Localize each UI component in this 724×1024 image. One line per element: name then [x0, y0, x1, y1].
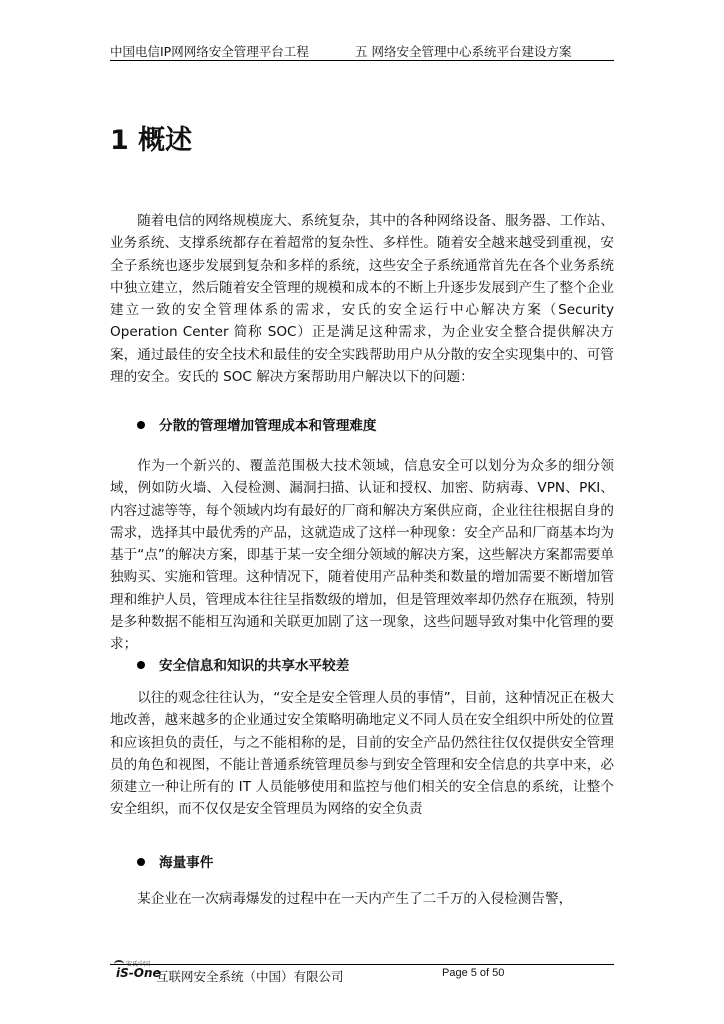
- header-right-title: 五 网络安全管理中心系统平台建设方案: [355, 44, 572, 59]
- page-number: Page 5 of 50: [442, 967, 505, 979]
- logo-top-text: 安氏中国: [126, 961, 151, 968]
- footer-company-name: 互联网安全系统（中国）有限公司: [156, 969, 344, 984]
- bullet-text-2: 安全信息和知识的共享水平较差: [159, 658, 350, 674]
- paragraph-4: 某企业在一次病毒爆发的过程中在一天内产生了二千万的入侵检测告警，: [137, 891, 573, 907]
- page-header: [110, 40, 614, 61]
- bullet-dot-icon: [137, 858, 145, 866]
- intro-paragraph: 随着电信的网络规模庞大、系统复杂，其中的各种网络设备、服务器、工作站、业务系统、支撑系统都存在着超常的复杂性、多样性。随着安全越来越受到重视，安全子系统也逐步发展到复杂和多样的系统，这些安全子系统通常首先在各个业务系统中独立建立，然后随着安全管理的规模和成本的不断上升逐步发展到产生了整个企业建立一致的安全管理体系的需求，安氏的安全运行中心解决方案（Security Operation Center 简称 SOC）正是满足这种需求，为企业安全整合提供解决方案，通过最佳的安全技术和最佳的安全实践帮助用户从分散的安全实现集中的、可管理的安全。安氏的 SOC 解决方案帮助用户解决以下的问题：: [110, 213, 614, 386]
- footer-divider: [110, 964, 614, 965]
- bullet-item-2: [137, 654, 349, 674]
- bullet-item-1: [137, 414, 377, 434]
- paragraph-2: 作为一个新兴的、覆盖范围极大技术领域，信息安全可以划分为众多的细分领域，例如防火墙、入侵检测、漏洞扫描、认证和授权、加密、防病毒、VPN、PKI、内容过滤等等，每个领域内均有最好的厂商和解决方案供应商，企业往往根据自身的需求，选择其中最优秀的产品，这就造成了这样一种现象：安全产品和厂商基本均为基于“点”的解决方案，即基于某一安全细分领域的解决方案，这些解决方案都需要单独购买、实施和管理。这种情况下，随着使用产品种类和数量的增加需要不断增加管理和维护人员，管理成本往往呈指数级的增加，但是管理效率却仍然存在瓶颈，特别是多种数据不能相互沟通和关联更加剧了这一现象，这些问题导致对集中化管理的要求；: [110, 458, 614, 653]
- section-title: 1 概述: [110, 125, 193, 156]
- bullet-text-3: 海量事件: [159, 855, 214, 871]
- paragraph-3: 以往的观念往往认为，“安全是安全管理人员的事情”，目前，这种情况正在极大地改善，越来越多的企业通过安全策略明确地定义不同人员在安全组织中所处的位置和应该担负的责任，与之不能相称的是，目前的安全产品仍然往往仅仅提供安全管理员的角色和视图，不能让普通系统管理员参与到安全管理和安全信息的共享中来，必须建立一种让所有的 IT 人员能够使用和监控与他们相关的安全信息的系统，让整个安全组织，而不仅仅是安全管理员为网络的安全负责: [110, 690, 614, 818]
- bullet-text-1: 分散的管理增加管理成本和管理难度: [159, 418, 377, 434]
- company-logo: [112, 958, 161, 984]
- bullet-dot-icon: [137, 421, 145, 429]
- bullet-dot-icon: [137, 661, 145, 669]
- logo-main-text: iS-One: [116, 966, 161, 980]
- bullet-item-3: [137, 851, 213, 871]
- header-left-title: 中国电信IP网网络安全管理平台工程: [110, 44, 309, 59]
